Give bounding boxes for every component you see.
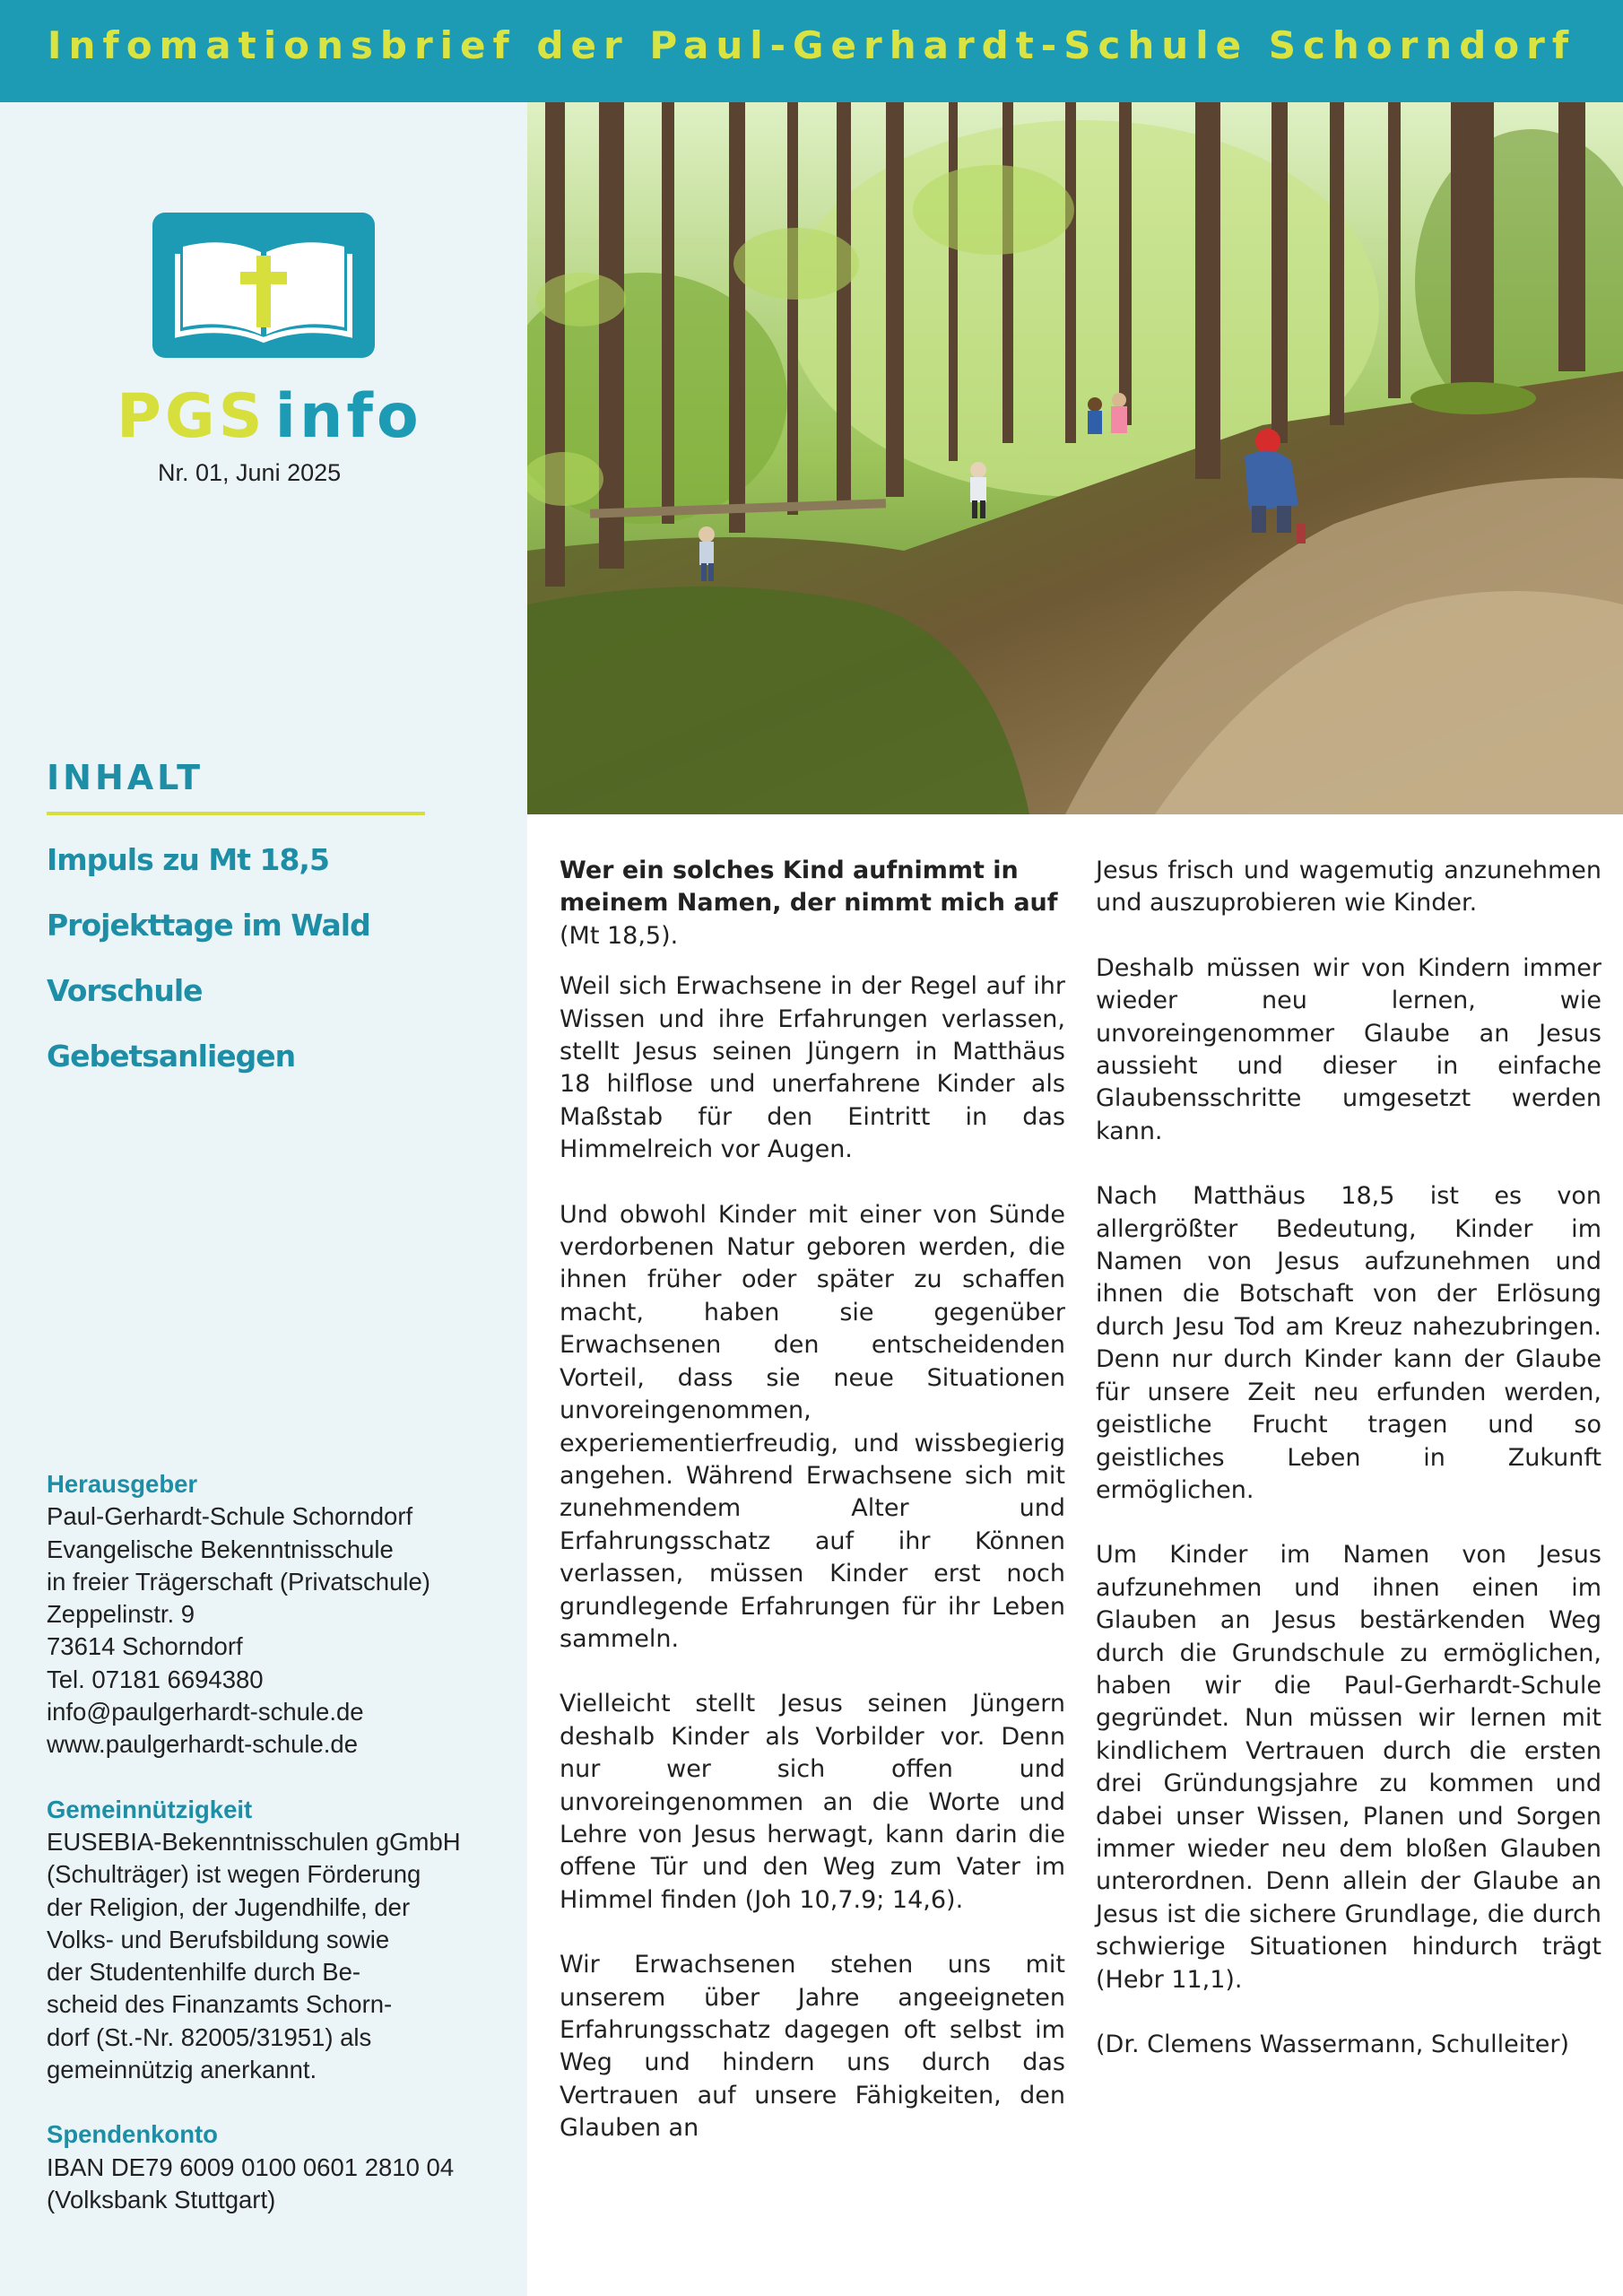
charity-line: gemeinnützig anerkannt. xyxy=(47,2056,317,2084)
article-paragraph: Weil sich Erwachsene in der Regel auf ihr Wissen und ihre Erfahrungen verlassen, stellt Jesus seinen Jüngern in Matthäus 18 hilflose und unerfahrene Kinder als Maßstab für den Eintritt in das Himmelreich vor Augen. xyxy=(560,972,1065,1164)
lead-reference: (Mt 18,5). xyxy=(560,921,679,950)
toc-divider xyxy=(47,812,425,815)
brand-info: info xyxy=(274,381,422,452)
charity-line: (Schulträger) ist wegen Förderung xyxy=(47,1860,421,1889)
publisher-line: Evangelische Bekenntnisschule xyxy=(47,1535,394,1563)
article-paragraph: Vielleicht stellt Jesus seinen Jüngern deshalb Kinder als Vorbilder vor. Denn nur wer sich offen und unvoreingenommen an die Worte und Lehre von Jesus herwagt, kann darin die offene Tür und den Weg zum Vater im Himmel finden (Joh 10,7.9; 14,6). xyxy=(560,1690,1065,1914)
publisher-line: Zeppelinstr. 9 xyxy=(47,1600,195,1629)
toc-item[interactable]: Impuls zu Mt 18,5 xyxy=(47,842,329,877)
open-bible-cross-icon xyxy=(152,213,375,358)
charity-block xyxy=(47,1794,522,2087)
donation-iban: IBAN DE79 6009 0100 0601 2810 04 xyxy=(47,2152,455,2181)
article-lead xyxy=(560,855,1065,952)
toc-heading: INHALT xyxy=(47,758,204,797)
lead-quote: Wer ein solches Kind aufnimmt in meinem Namen, der nimmt mich auf xyxy=(560,857,1058,918)
toc-item[interactable]: Projekttage im Wald xyxy=(47,908,370,943)
forest-photo xyxy=(527,102,1623,814)
header-bar xyxy=(0,0,1623,102)
charity-line: der Studentenhilfe durch Be- xyxy=(47,1958,361,1987)
school-logo xyxy=(152,213,375,358)
article-paragraph: Jesus frisch und wagemutig anzunehmen und auszuprobieren wie Kinder. xyxy=(1096,857,1601,918)
publisher-line: Paul-Gerhardt-Schule Schorndorf xyxy=(47,1502,413,1531)
toc-list xyxy=(47,839,370,1100)
charity-line: Volks- und Berufsbildung sowie xyxy=(47,1925,390,1953)
toc-item[interactable]: Vorschule xyxy=(47,973,203,1008)
publisher-email[interactable]: info@paulgerhardt-schule.de xyxy=(47,1698,364,1726)
imprint xyxy=(47,1468,522,2248)
brand-pgs: PGS xyxy=(117,381,266,452)
article-paragraph: Deshalb müssen wir von Kindern immer wieder neu lernen, wie unvoreingenommer Glaube an Jesus aussieht und dieser in einfache Glaubensschritte umgesetzt werden kann. xyxy=(1096,953,1601,1145)
publisher-block xyxy=(47,1468,522,1761)
charity-line: EUSEBIA-Bekenntnisschulen gGmbH xyxy=(47,1827,461,1856)
newsletter-title: Infomationsbrief der Paul-Gerhardt-Schule Schorndorf xyxy=(47,23,1576,67)
toc-item[interactable]: Gebetsanliegen xyxy=(47,1039,296,1074)
forest-photo-icon xyxy=(527,102,1623,814)
article-signature: (Dr. Clemens Wassermann, Schulleiter) xyxy=(1096,2031,1570,2058)
article-column-right xyxy=(1096,855,1601,2093)
publisher-heading: Herausgeber xyxy=(47,1470,198,1498)
article-paragraph: Um Kinder im Namen von Jesus aufzunehmen und ihnen einen im Glauben an Jesus bestärkenden Weg durch die Grundschule zu ermöglichen, haben wir die Paul-Gerhardt-Schule gegründet. Nun müssen wir lernen mit kindlichem Vertrauen durch die ersten drei Gründungsjahre zu kommen und dabei unser Wissen, Planen und Sorgen immer wieder neu dem bloßen Glauben unterordnen. Denn allein der Glaube an Jesus ist die sichere Grundlage, die durch schwierige Situationen hindurch trägt (Hebr 11,1). xyxy=(1096,1541,1601,1994)
publisher-line: 73614 Schorndorf xyxy=(47,1632,243,1661)
donation-block xyxy=(47,2118,522,2216)
charity-line: der Religion, der Jugendhilfe, der xyxy=(47,1892,411,1921)
donation-heading: Spendenkonto xyxy=(47,2120,218,2149)
charity-line: dorf (St.-Nr. 82005/31951) als xyxy=(47,2022,372,2051)
brand-title xyxy=(117,381,422,452)
article-paragraph: Nach Matthäus 18,5 ist es von allergrößter Bedeutung, Kinder im Namen von Jesus aufzunehmen und ihnen die Botschaft von der Erlösung durch Jesu Tod am Kreuz nahezubringen. Denn nur durch Kinder kann der Glaube für unsere Zeit neu erfunden werden, geistliche Frucht tragen und so geistliches Leben in Zukunft ermöglichen. xyxy=(1096,1182,1601,1504)
publisher-line: in freier Trägerschaft (Privatschule) xyxy=(47,1567,430,1596)
issue-number: Nr. 01, Juni 2025 xyxy=(158,459,342,486)
publisher-website[interactable]: www.paulgerhardt-schule.de xyxy=(47,1730,358,1759)
charity-heading: Gemeinnützigkeit xyxy=(47,1795,253,1823)
publisher-phone: Tel. 07181 6694380 xyxy=(47,1665,264,1693)
article-paragraph: Und obwohl Kinder mit einer von Sünde verdorbenen Natur geboren werden, die ihnen früher oder später zu schaffen macht, haben sie gegenüber Erwachsenen den entscheidenden Vorteil, dass sie neue Situationen unvoreingenommen, experiementierfreudig, und wissbegierig angehen. Während Erwachsene sich mit zunehmendem Alter und Erfahrungsschatz auf ihr Können verlassen, müssen Kinder erst noch grundlegende Erfahrungen für ihr Leben sammeln. xyxy=(560,1200,1065,1653)
article-paragraph: Wir Erwachsenen stehen uns mit unserem über Jahre angeeigneten Erfahrungsschatz dagegen oft selbst im Weg und hindern uns durch das Vertrauen auf unsere Fähigkeiten, den Glauben an xyxy=(560,1951,1065,2143)
charity-line: scheid des Finanzamts Schorn- xyxy=(47,1990,393,2019)
donation-bank: (Volksbank Stuttgart) xyxy=(47,2185,276,2213)
article-column-left xyxy=(560,855,1065,2178)
